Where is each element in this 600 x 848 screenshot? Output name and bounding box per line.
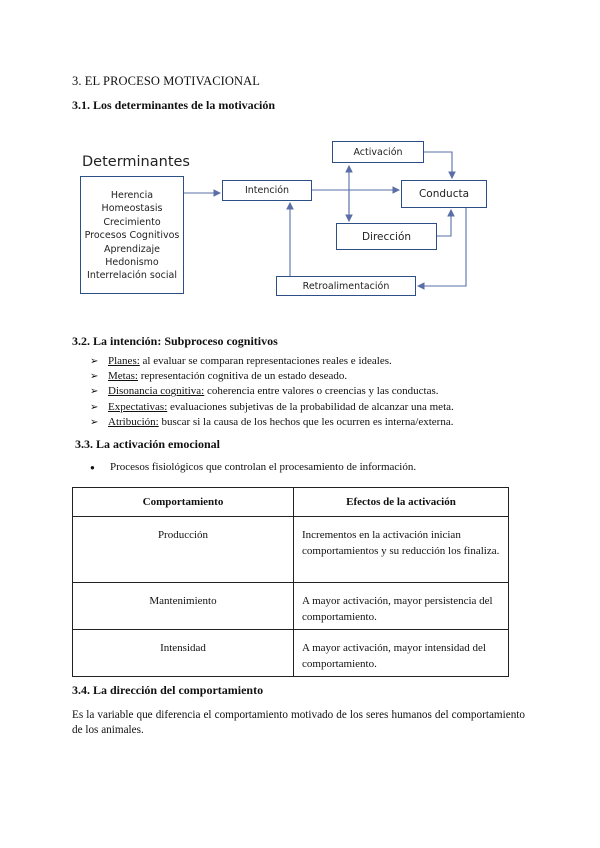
table-cell: Intensidad <box>73 630 294 677</box>
retroalimentacion-box: Retroalimentación <box>276 276 416 296</box>
arrow-direccion-conducta <box>437 210 451 236</box>
arrow-conducta-retro <box>418 208 466 286</box>
activacion-box: Activación <box>332 141 424 163</box>
list-item: ➢ Planes: al evaluar se comparan representaciones reales e ideales. <box>90 354 454 369</box>
section-title: 3. EL PROCESO MOTIVACIONAL <box>72 74 261 88</box>
table-row <box>73 517 509 583</box>
list-item: ➢ Expectativas: evaluaciones subjetivas de la probabilidad de alcanzar una meta. <box>90 400 454 415</box>
arrow-bullet-icon: ➢ <box>90 386 99 398</box>
bullet-dot-icon: ● <box>90 463 95 472</box>
determinant-item: Aprendizaje <box>103 243 161 255</box>
determinant-item: Hedonismo <box>105 257 159 269</box>
arrow-activacion-conducta <box>424 152 452 178</box>
table-cell: Incrementos en la activación inician comportamientos y su reducción los finaliza. <box>294 517 509 583</box>
table-cell: A mayor activación, mayor persistencia del comportamiento. <box>294 583 509 630</box>
table-header: Comportamiento <box>73 488 294 517</box>
subsection-title-3-2: 3.2. La intención: Subproceso cognitivos <box>72 334 278 348</box>
table-row <box>73 630 509 677</box>
activation-table <box>72 487 509 677</box>
arrow-bullet-icon: ➢ <box>90 401 99 413</box>
subsection-title-3-4: 3.4. La dirección del comportamiento <box>72 683 264 697</box>
direccion-box: Dirección <box>336 223 437 250</box>
determinant-item: Homeostasis <box>101 203 163 215</box>
table-cell: Mantenimiento <box>73 583 294 630</box>
subsection-title-3-3: 3.3. La activación emocional <box>75 437 220 451</box>
arrow-bullet-icon: ➢ <box>90 371 99 383</box>
table-header-row <box>73 488 509 517</box>
conducta-box: Conducta <box>401 180 487 208</box>
table-cell: A mayor activación, mayor intensidad del comportamiento. <box>294 630 509 677</box>
list-item: ➢ Atribución: buscar si la causa de los hechos que les ocurren es interna/externa. <box>90 415 454 430</box>
table-header: Efectos de la activación <box>294 488 509 517</box>
arrow-bullet-icon: ➢ <box>90 356 99 367</box>
determinant-item: Procesos Cognitivos <box>84 230 180 242</box>
determinant-item: Herencia <box>110 190 154 201</box>
list-item: ➢ Metas: representación cognitiva de un estado deseado. <box>90 369 454 384</box>
intention-list <box>90 354 454 430</box>
diagram-arrows <box>0 0 600 320</box>
activation-bullet: ● Procesos fisiológicos que controlan el procesamiento de información. <box>90 461 417 473</box>
intencion-box: Intención <box>222 180 312 201</box>
determinant-item: Interrelación social <box>87 270 177 282</box>
table-row <box>73 583 509 630</box>
list-item: ➢ Disonancia cognitiva: coherencia entre valores o creencias y las conductas. <box>90 384 454 399</box>
subsection-title-3-1: 3.1. Los determinantes de la motivación <box>72 98 275 112</box>
determinants-title: Determinantes <box>82 154 190 170</box>
table-cell: Producción <box>73 517 294 583</box>
determinant-item: Crecimiento <box>103 216 161 228</box>
arrow-bullet-icon: ➢ <box>90 416 99 428</box>
paragraph: Es la variable que diferencia el comportamiento motivado de los seres humanos del comportamiento de los animales. <box>72 709 525 736</box>
